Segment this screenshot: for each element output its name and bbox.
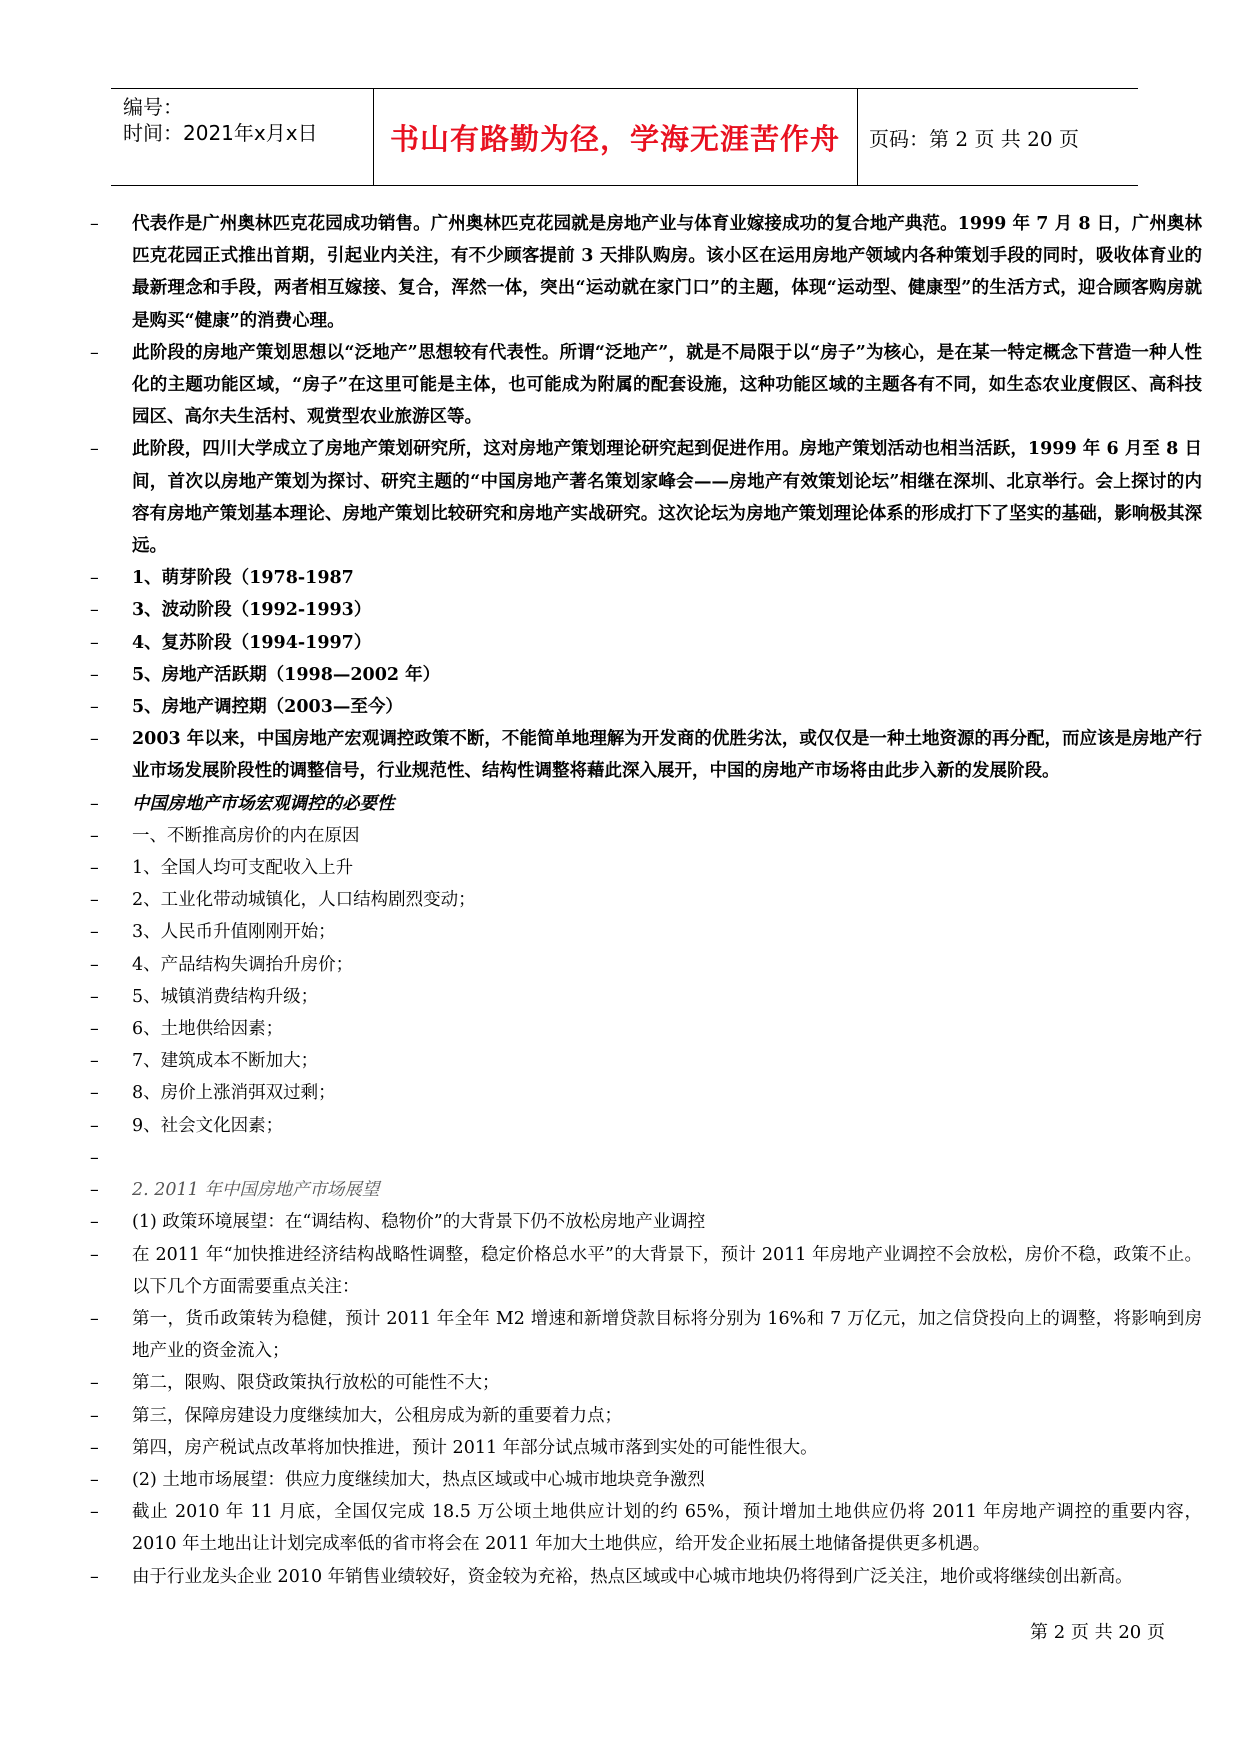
- list-item: [90, 1045, 1202, 1077]
- paragraph-text: 1、全国人均可支配收入上升: [132, 858, 354, 879]
- paragraph-text: 4、产品结构失调抬升房价；: [132, 954, 354, 975]
- bullet-dash: –: [90, 890, 99, 911]
- list-item: [90, 433, 1202, 562]
- bullet-dash: –: [90, 1308, 99, 1329]
- paragraph-text: 4、复苏阶段（1994-1997）: [132, 632, 372, 653]
- bullet-dash: –: [90, 1405, 99, 1426]
- list-item: [90, 208, 1202, 337]
- paragraph-text: (2) 土地市场展望：供应力度继续加大，热点区域或中心城市地块竞争激烈: [132, 1469, 705, 1490]
- list-item: [90, 916, 1202, 948]
- paragraph-text: 5、房地产调控期（2003—至今）: [132, 697, 403, 718]
- list-item: [90, 1077, 1202, 1109]
- bullet-dash: –: [90, 1019, 99, 1040]
- bullet-dash: –: [90, 793, 99, 814]
- paragraph-text: 6、土地供给因素；: [132, 1019, 284, 1040]
- paragraph-text: 此阶段的房地产策划思想以“泛地产”思想较有代表性。所谓“泛地产”，就是不局限于以“房子”为核心，是在某一特定概念下营造一种人性化的主题功能区域，“房子”在这里可能是主体，也可能成为附属的配套设施，这种功能区域的主题各有不同，如生态农业度假区、高科技园区、高尔夫生活村、观赏型农业旅游区等。: [132, 342, 1202, 428]
- document-time-label: 时间：2021年x月x日: [123, 121, 318, 145]
- list-item: [90, 1561, 1202, 1593]
- paragraph-text: 3、波动阶段（1992-1993）: [132, 600, 372, 621]
- list-item: [90, 1464, 1202, 1496]
- bullet-dash: –: [90, 1083, 99, 1104]
- bullet-dash: –: [90, 1115, 99, 1136]
- document-body: [90, 208, 1202, 1593]
- paragraph-text: 5、城镇消费结构升级；: [132, 986, 319, 1007]
- paragraph-text: 在 2011 年“加快推进经济结构战略性调整，稳定价格总水平”的大背景下，预计 2011 年房地产业调控不会放松，房价不稳，政策不止。以下几个方面需要重点关注：: [132, 1244, 1202, 1297]
- list-item: [90, 659, 1202, 691]
- list-item: [90, 1400, 1202, 1432]
- bullet-dash: –: [90, 1212, 99, 1233]
- list-item: [90, 691, 1202, 723]
- list-item: [90, 723, 1202, 787]
- list-item: [90, 337, 1202, 434]
- list-item: [90, 820, 1202, 852]
- paragraph-text: 由于行业龙头企业 2010 年销售业绩较好，资金较为充裕，热点区域或中心城市地块仍将得到广泛关注，地价或将继续创出新高。: [132, 1566, 1133, 1587]
- bullet-dash: –: [90, 632, 99, 653]
- list-item: [90, 1239, 1202, 1303]
- header-left-cell: [111, 89, 374, 185]
- list-item: [90, 1432, 1202, 1464]
- bullet-dash: –: [90, 600, 99, 621]
- paragraph-text: 中国房地产市场宏观调控的必要性: [132, 793, 395, 814]
- paragraph-text: 代表作是广州奥林匹克花园成功销售。广州奥林匹克花园就是房地产业与体育业嫁接成功的复合地产典范。1999 年 7 月 8 日，广州奥林匹克花园正式推出首期，引起业内关注，有不少顾客提前 3 天排队购房。该小区在运用房地产领域内各种策划手段的同时，吸收体育业的最新理念和手段，两者相互嫁接、复合，浑然一体，突出“运动就在家门口”的主题，体现“运动型、健康型”的生活方式，迎合顾客购房就是购买“健康”的消费心理。: [132, 214, 1202, 331]
- list-item: [90, 949, 1202, 981]
- list-item: [90, 1303, 1202, 1367]
- bullet-dash: –: [90, 697, 99, 718]
- bullet-dash: –: [90, 922, 99, 943]
- paragraph-text: 2. 2011 年中国房地产市场展望: [132, 1180, 380, 1201]
- document-number-label: 编号：: [123, 95, 183, 119]
- paragraph-text: (1) 政策环境展望：在“调结构、稳物价”的大背景下仍不放松房地产业调控: [132, 1212, 706, 1233]
- paragraph-text: 第二，限购、限贷政策执行放松的可能性不大；: [132, 1373, 500, 1394]
- list-item: [90, 1496, 1202, 1560]
- list-item: [90, 562, 1202, 594]
- paragraph-text: 第三，保障房建设力度继续加大，公租房成为新的重要着力点；: [132, 1405, 622, 1426]
- list-item: [90, 884, 1202, 916]
- list-item: [90, 627, 1202, 659]
- bullet-dash: –: [90, 1373, 99, 1394]
- paragraph-text: 第四，房产税试点改革将加快推进，预计 2011 年部分试点城市落到实处的可能性很大。: [132, 1437, 818, 1458]
- bullet-dash: –: [90, 858, 99, 879]
- bullet-dash: –: [90, 214, 99, 234]
- list-item: [90, 594, 1202, 626]
- paragraph-text: 8、房价上涨消弭双过剩；: [132, 1083, 336, 1104]
- bullet-dash: –: [90, 825, 99, 846]
- list-item: [90, 1367, 1202, 1399]
- header-page-info: 页码：第 2 页 共 20 页: [869, 126, 1079, 151]
- bullet-dash: –: [90, 1469, 99, 1490]
- list-item: [90, 981, 1202, 1013]
- list-item: [90, 1142, 1202, 1174]
- bullet-dash: –: [90, 1147, 99, 1168]
- paragraph-text: 5、房地产活跃期（1998—2002 年）: [132, 664, 441, 685]
- bullet-dash: –: [90, 986, 99, 1007]
- paragraph-text: 此阶段，四川大学成立了房地产策划研究所，这对房地产策划理论研究起到促进作用。房地产策划活动也相当活跃，1999 年 6 月至 8 日间，首次以房地产策划为探讨、研究主题的“中国房地产著名策划家峰会——房地产有效策划论坛”相继在深圳、北京举行。会上探讨的内容有房地产策划基本理论、房地产策划比较研究和房地产实战研究。这次论坛为房地产策划理论体系的形成打下了坚实的基础，影响极其深远。: [132, 439, 1202, 557]
- paragraph-text: 9、社会文化因素；: [132, 1115, 284, 1136]
- list-item: [90, 1013, 1202, 1045]
- bullet-dash: –: [90, 664, 99, 685]
- list-item: [90, 1206, 1202, 1238]
- paragraph-text: 一、不断推高房价的内在原因: [132, 825, 360, 846]
- paragraph-text: 第一，货币政策转为稳健，预计 2011 年全年 M2 增速和新增贷款目标将分别为 16%和 7 万亿元，加之信贷投向上的调整，将影响到房地产业的资金流入；: [132, 1308, 1202, 1362]
- list-item: [90, 1110, 1202, 1142]
- list-item: [90, 788, 1202, 820]
- bullet-dash: –: [90, 568, 99, 589]
- paragraph-text: [132, 1142, 1202, 1174]
- page-footer: 第 2 页 共 20 页: [1030, 1622, 1165, 1643]
- bullet-dash: –: [90, 954, 99, 975]
- bullet-dash: –: [90, 1437, 99, 1458]
- paragraph-text: 1、萌芽阶段（1978-1987: [132, 568, 354, 589]
- bullet-dash: –: [90, 1566, 99, 1587]
- header-motto: 书山有路勤为径，学海无涯苦作舟: [373, 89, 858, 185]
- bullet-dash: –: [90, 342, 99, 363]
- bullet-dash: –: [90, 439, 99, 460]
- page-header: [111, 88, 1138, 186]
- list-item: [90, 852, 1202, 884]
- bullet-dash: –: [90, 1244, 99, 1265]
- paragraph-text: 2、工业化带动城镇化，人口结构剧烈变动；: [132, 890, 476, 911]
- list-item: [90, 1174, 1202, 1206]
- paragraph-text: 2003 年以来，中国房地产宏观调控政策不断，不能简单地理解为开发商的优胜劣汰，或仅仅是一种土地资源的再分配，而应该是房地产行业市场发展阶段性的调整信号，行业规范性、结构性调整将藉此深入展开，中国的房地产市场将由此步入新的发展阶段。: [132, 729, 1202, 782]
- paragraph-text: 截止 2010 年 11 月底，全国仅完成 18.5 万公顷土地供应计划的约 65%，预计增加土地供应仍将 2011 年房地产调控的重要内容，2010 年土地出让计划完成率低的省市将会在 2011 年加大土地供应，给开发企业拓展土地储备提供更多机遇。: [132, 1502, 1202, 1555]
- bullet-dash: –: [90, 1502, 99, 1523]
- bullet-dash: –: [90, 1180, 99, 1201]
- paragraph-text: 3、人民币升值刚刚开始；: [132, 922, 336, 943]
- bullet-dash: –: [90, 1051, 99, 1072]
- bullet-dash: –: [90, 729, 99, 750]
- paragraph-text: 7、建筑成本不断加大；: [132, 1051, 319, 1072]
